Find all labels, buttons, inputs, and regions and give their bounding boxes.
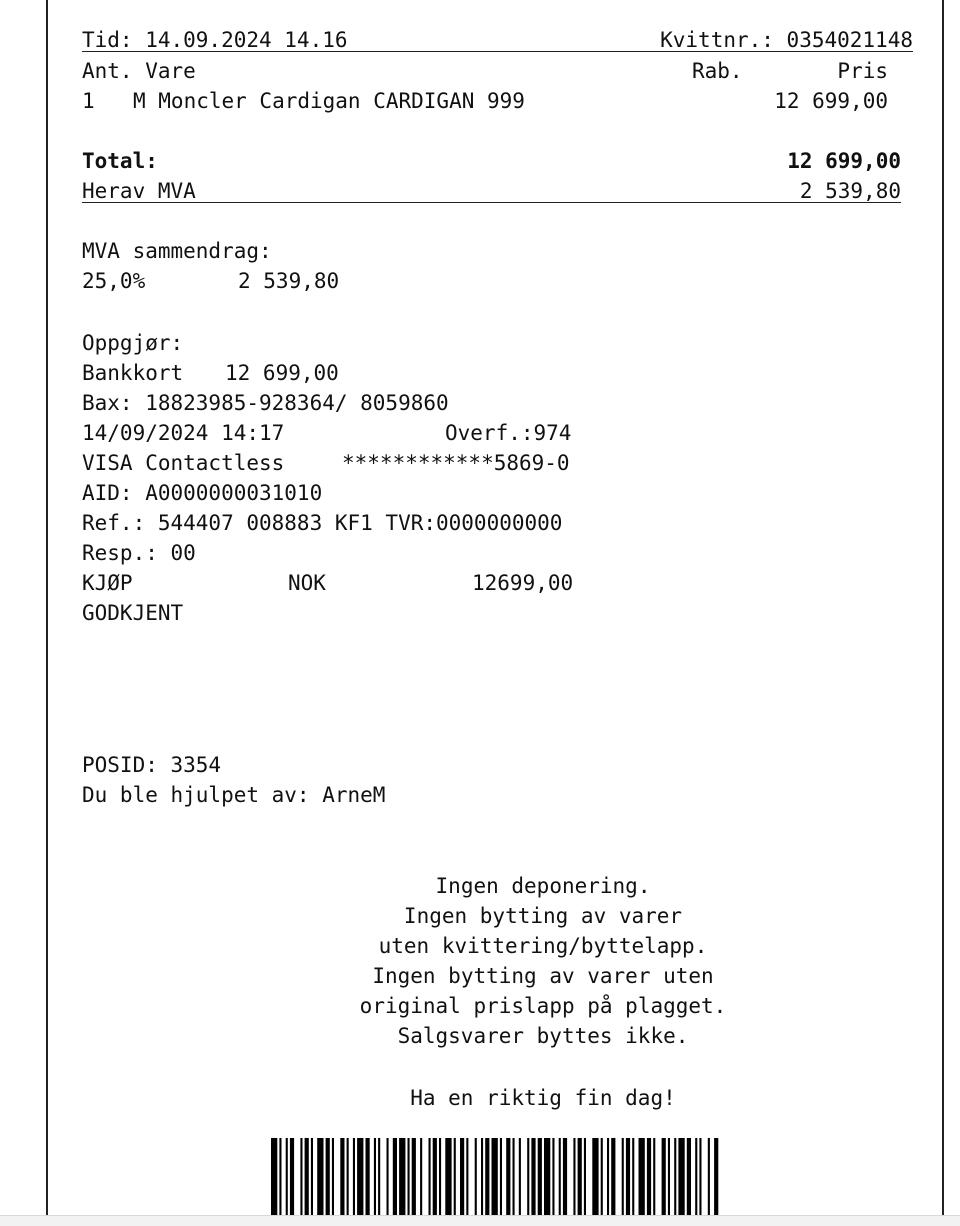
barcode-bar — [485, 1138, 489, 1218]
pos-id: POSID: 3354 — [82, 753, 222, 777]
barcode-bar — [695, 1138, 697, 1218]
barcode-bar — [433, 1138, 437, 1218]
barcode-bar — [573, 1138, 575, 1218]
barcode-bar — [317, 1138, 323, 1218]
item-price: 12 699,00 — [774, 89, 888, 113]
barcode-bar — [506, 1138, 510, 1218]
barcode-bar — [622, 1138, 624, 1218]
footer-line-6: Salgsvarer byttes ikke. — [397, 1024, 689, 1048]
barcode-bar — [340, 1138, 344, 1218]
footer-line-4: Ingen bytting av varer uten — [372, 964, 714, 988]
barcode-bar — [662, 1138, 666, 1218]
barcode-bar — [639, 1138, 645, 1218]
barcode-bar — [279, 1138, 281, 1218]
settlement-purchase: KJØP — [82, 571, 133, 595]
vat-value: 2 539,80 — [799, 179, 901, 203]
barcode-bar — [519, 1138, 521, 1218]
barcode-bar — [500, 1138, 502, 1218]
barcode-bar — [399, 1138, 405, 1218]
header-rule — [82, 51, 913, 52]
receipt-page — [46, 0, 944, 1215]
barcode-bar — [592, 1138, 598, 1218]
item-qty: 1 — [82, 89, 95, 113]
barcode-bar — [674, 1138, 676, 1218]
barcode-bar — [668, 1138, 670, 1218]
barcode-bar — [552, 1138, 554, 1218]
items-header-price: Pris — [837, 59, 888, 83]
barcode-bar — [466, 1138, 468, 1218]
barcode-bar — [678, 1138, 684, 1218]
settlement-transfer: Overf.:974 — [445, 421, 572, 445]
vat-label: Herav MVA — [82, 179, 196, 203]
barcode-bar — [408, 1138, 410, 1218]
barcode-bar — [699, 1138, 701, 1218]
settlement-aid: AID: A0000000031010 — [82, 481, 323, 505]
barcode-bar — [311, 1138, 313, 1218]
barcode-bar — [353, 1138, 355, 1218]
barcode-bar — [429, 1138, 431, 1218]
page-bottom-edge — [0, 1215, 960, 1226]
items-header-qty-item: Ant. Vare — [82, 59, 196, 83]
barcode-bar — [366, 1138, 370, 1218]
barcode-bar — [481, 1138, 483, 1218]
settlement-status: GODKJENT — [82, 601, 184, 625]
footer-line-5: original prislapp på plagget. — [359, 994, 727, 1018]
settlement-card-number: ************5869-0 — [342, 451, 570, 475]
barcode-bar — [460, 1138, 464, 1218]
barcode-bar — [286, 1138, 288, 1218]
barcode-bar — [374, 1138, 376, 1218]
barcode-bar — [332, 1138, 334, 1218]
total-label: Total: — [82, 149, 158, 173]
barcode-bar — [492, 1138, 498, 1218]
barcode-bar — [563, 1138, 567, 1218]
footer-line-2: Ingen bytting av varer — [403, 904, 683, 928]
barcode-bar — [357, 1138, 363, 1218]
receipt-number: Kvittnr.: 0354021148 — [660, 28, 913, 52]
barcode-bar — [393, 1138, 397, 1218]
totals-rule — [82, 202, 901, 203]
barcode-bar — [538, 1138, 542, 1218]
barcode-icon — [271, 1138, 719, 1218]
barcode-bar — [601, 1138, 603, 1218]
settlement-resp: Resp.: 00 — [82, 541, 196, 565]
vat-summary-title: MVA sammendrag: — [82, 239, 272, 263]
settlement-method-amount: 12 699,00 — [225, 361, 339, 385]
settlement-method: Bankkort — [82, 361, 184, 385]
barcode-bar — [347, 1138, 349, 1218]
barcode-bar — [531, 1138, 535, 1218]
barcode-bar — [708, 1138, 710, 1218]
barcode-bar — [387, 1138, 389, 1218]
barcode-bar — [578, 1138, 582, 1218]
vat-summary-rate: 25,0% — [82, 269, 146, 293]
barcode-bar — [290, 1138, 294, 1218]
items-header-discount: Rab. — [692, 59, 743, 83]
barcode-bar — [714, 1138, 718, 1218]
barcode-bar — [454, 1138, 456, 1218]
barcode-bar — [607, 1138, 609, 1218]
barcode-bar — [445, 1138, 451, 1218]
barcode-bar — [611, 1138, 615, 1218]
settlement-currency: NOK — [288, 571, 326, 595]
barcode-bar — [544, 1138, 550, 1218]
total-value: 12 699,00 — [787, 149, 901, 173]
barcode-bar — [475, 1138, 477, 1218]
settlement-datetime: 14/09/2024 14:17 — [82, 421, 285, 445]
barcode-bar — [626, 1138, 630, 1218]
barcode-bar — [326, 1138, 330, 1218]
settlement-ref: Ref.: 544407 008883 KF1 TVR:0000000000 — [82, 511, 563, 535]
barcode-bar — [305, 1138, 309, 1218]
barcode-bar — [584, 1138, 586, 1218]
footer-line-1: Ingen deponering. — [435, 874, 651, 898]
vat-summary-amount: 2 539,80 — [238, 269, 340, 293]
settlement-card-type: VISA Contactless — [82, 451, 285, 475]
barcode-bar — [513, 1138, 515, 1218]
settlement-title: Oppgjør: — [82, 331, 184, 355]
settlement-purchase-amount: 12699,00 — [472, 571, 574, 595]
barcode-bar — [412, 1138, 416, 1218]
item-name: M Moncler Cardigan CARDIGAN 999 — [133, 89, 525, 113]
barcode-bar — [559, 1138, 561, 1218]
footer-greeting: Ha en riktig fin dag! — [410, 1086, 676, 1110]
barcode-bar — [420, 1138, 422, 1218]
barcode-bar — [632, 1138, 634, 1218]
barcode-bar — [300, 1138, 302, 1218]
barcode-bar — [439, 1138, 441, 1218]
settlement-bax: Bax: 18823985-928364/ 8059860 — [82, 391, 449, 415]
receipt-time: Tid: 14.09.2024 14.16 — [82, 28, 348, 52]
footer-line-3: uten kvittering/byttelapp. — [378, 934, 708, 958]
barcode-bar — [653, 1138, 655, 1218]
barcode-bar — [647, 1138, 651, 1218]
helped-by: Du ble hjulpet av: ArneM — [82, 783, 386, 807]
barcode-bar — [378, 1138, 380, 1218]
barcode-bar — [271, 1138, 277, 1218]
barcode-bar — [527, 1138, 529, 1218]
barcode-bar — [687, 1138, 691, 1218]
